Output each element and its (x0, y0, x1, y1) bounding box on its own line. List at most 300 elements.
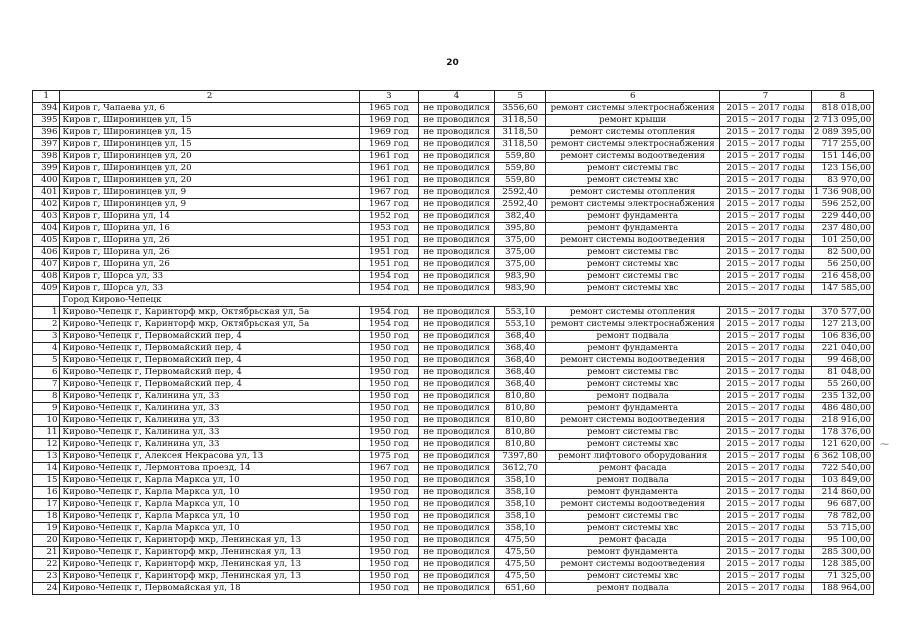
period-cell: 2015 – 2017 годы (720, 319, 812, 331)
row-number-cell: 6 (33, 367, 60, 379)
work-type-cell: ремонт системы электроснабжения (546, 139, 720, 151)
cost-cell: 78 782,00 (811, 511, 873, 523)
cost-cell: 2 089 395,00 (811, 127, 873, 139)
last-repair-cell: не проводился (418, 247, 494, 259)
last-repair-cell: не проводился (418, 163, 494, 175)
period-cell: 2015 – 2017 годы (720, 187, 812, 199)
period-cell: 2015 – 2017 годы (720, 127, 812, 139)
work-type-cell: ремонт крыши (546, 115, 720, 127)
work-type-cell: ремонт системы хвс (546, 571, 720, 583)
row-number-cell: 400 (33, 175, 60, 187)
last-repair-cell: не проводился (418, 511, 494, 523)
address-cell: Киров г, Широнинцев ул, 15 (60, 127, 359, 139)
cost-cell: 151 146,00 (811, 151, 873, 163)
last-repair-cell: не проводился (418, 427, 494, 439)
table-row (33, 415, 874, 427)
cost-cell: 818 018,00 (811, 103, 873, 115)
period-cell: 2015 – 2017 годы (720, 523, 812, 535)
period-cell: 2015 – 2017 годы (720, 559, 812, 571)
build-year-cell: 1967 год (359, 187, 418, 199)
cost-cell: 221 040,00 (811, 343, 873, 355)
table-row (33, 139, 874, 151)
period-cell: 2015 – 2017 годы (720, 307, 812, 319)
table-row (33, 487, 874, 499)
address-cell: Киров г, Шорса ул, 33 (60, 271, 359, 283)
last-repair-cell: не проводился (418, 523, 494, 535)
build-year-cell: 1951 год (359, 259, 418, 271)
row-number-cell: 14 (33, 463, 60, 475)
address-cell: Киров г, Широнинцев ул, 20 (60, 151, 359, 163)
cost-cell: 82 500,00 (811, 247, 873, 259)
work-type-cell: ремонт лифтового оборудования (546, 451, 720, 463)
area-cell: 3118,50 (495, 127, 546, 139)
area-cell: 475,50 (495, 559, 546, 571)
work-type-cell: ремонт системы хвс (546, 523, 720, 535)
period-cell: 2015 – 2017 годы (720, 199, 812, 211)
address-cell: Киров г, Широнинцев ул, 20 (60, 175, 359, 187)
cost-cell: 103 849,00 (811, 475, 873, 487)
row-number-cell: 20 (33, 535, 60, 547)
build-year-cell: 1953 год (359, 223, 418, 235)
area-cell: 559,80 (495, 175, 546, 187)
address-cell: Кирово-Чепецк г, Первомайский пер, 4 (60, 367, 359, 379)
table-row (33, 583, 874, 595)
build-year-cell: 1975 год (359, 451, 418, 463)
row-number-cell: 1 (33, 307, 60, 319)
last-repair-cell: не проводился (418, 151, 494, 163)
area-cell: 375,00 (495, 247, 546, 259)
build-year-cell: 1950 год (359, 439, 418, 451)
cost-cell: 127 213,00 (811, 319, 873, 331)
build-year-cell: 1950 год (359, 379, 418, 391)
cost-cell: 370 577,00 (811, 307, 873, 319)
work-type-cell: ремонт системы электроснабжения (546, 103, 720, 115)
build-year-cell: 1950 год (359, 487, 418, 499)
section-row (33, 295, 874, 307)
section-num-cell (33, 295, 60, 307)
kirov-rows (33, 103, 874, 295)
table-row (33, 163, 874, 175)
address-cell: Киров г, Шорина ул, 26 (60, 259, 359, 271)
address-cell: Киров г, Шорина ул, 26 (60, 247, 359, 259)
work-type-cell: ремонт системы отопления (546, 127, 720, 139)
period-cell: 2015 – 2017 годы (720, 367, 812, 379)
build-year-cell: 1950 год (359, 547, 418, 559)
period-cell: 2015 – 2017 годы (720, 283, 812, 295)
work-type-cell: ремонт подвала (546, 331, 720, 343)
row-number-cell: 409 (33, 283, 60, 295)
work-type-cell: ремонт системы гвс (546, 367, 720, 379)
area-cell: 395,80 (495, 223, 546, 235)
last-repair-cell: не проводился (418, 391, 494, 403)
area-cell: 553,10 (495, 319, 546, 331)
build-year-cell: 1951 год (359, 235, 418, 247)
last-repair-cell: не проводился (418, 223, 494, 235)
row-number-cell: 404 (33, 223, 60, 235)
address-cell: Киров г, Широнинцев ул, 9 (60, 187, 359, 199)
cost-cell: 101 250,00 (811, 235, 873, 247)
build-year-cell: 1950 год (359, 367, 418, 379)
last-repair-cell: не проводился (418, 199, 494, 211)
work-type-cell: ремонт подвала (546, 475, 720, 487)
cost-cell: 214 860,00 (811, 487, 873, 499)
cost-cell: 56 250,00 (811, 259, 873, 271)
table-row (33, 439, 874, 451)
build-year-cell: 1950 год (359, 535, 418, 547)
build-year-cell: 1961 год (359, 175, 418, 187)
table-row (33, 535, 874, 547)
last-repair-cell: не проводился (418, 139, 494, 151)
area-cell: 983,90 (495, 271, 546, 283)
period-cell: 2015 – 2017 годы (720, 247, 812, 259)
address-cell: Кирово-Чепецк г, Каринторф мкр, Ленинская ул, 13 (60, 535, 359, 547)
address-cell: Кирово-Чепецк г, Карла Маркса ул, 10 (60, 523, 359, 535)
work-type-cell: ремонт системы электроснабжения (546, 319, 720, 331)
row-number-cell: 402 (33, 199, 60, 211)
address-cell: Кирово-Чепецк г, Первомайский пер, 4 (60, 379, 359, 391)
last-repair-cell: не проводился (418, 403, 494, 415)
period-cell: 2015 – 2017 годы (720, 259, 812, 271)
last-repair-cell: не проводился (418, 547, 494, 559)
cost-cell: 178 376,00 (811, 427, 873, 439)
build-year-cell: 1950 год (359, 403, 418, 415)
area-cell: 3612,70 (495, 463, 546, 475)
work-type-cell: ремонт системы водоотведения (546, 415, 720, 427)
cost-cell: 486 480,00 (811, 403, 873, 415)
cost-cell: 237 480,00 (811, 223, 873, 235)
address-cell: Киров г, Шорина ул, 26 (60, 235, 359, 247)
row-number-cell: 398 (33, 151, 60, 163)
table-row (33, 511, 874, 523)
work-type-cell: ремонт системы хвс (546, 175, 720, 187)
row-number-cell: 397 (33, 139, 60, 151)
period-cell: 2015 – 2017 годы (720, 475, 812, 487)
address-cell: Кирово-Чепецк г, Карла Маркса ул, 10 (60, 475, 359, 487)
cost-cell: 218 916,00 (811, 415, 873, 427)
area-cell: 810,80 (495, 391, 546, 403)
cost-cell: 2 713 095,00 (811, 115, 873, 127)
build-year-cell: 1950 год (359, 391, 418, 403)
build-year-cell: 1950 год (359, 523, 418, 535)
header-col-3: 3 (359, 91, 418, 103)
build-year-cell: 1950 год (359, 571, 418, 583)
work-type-cell: ремонт системы водоотведения (546, 559, 720, 571)
kirovo-chepetsk-rows (33, 307, 874, 595)
area-cell: 368,40 (495, 331, 546, 343)
row-number-cell: 8 (33, 391, 60, 403)
period-cell: 2015 – 2017 годы (720, 403, 812, 415)
build-year-cell: 1954 год (359, 307, 418, 319)
work-type-cell: ремонт системы хвс (546, 439, 720, 451)
row-number-cell: 12 (33, 439, 60, 451)
table-row (33, 271, 874, 283)
address-cell: Кирово-Чепецк г, Калинина ул, 33 (60, 439, 359, 451)
build-year-cell: 1967 год (359, 199, 418, 211)
cost-cell: 121 620,00 (811, 439, 873, 451)
row-number-cell: 399 (33, 163, 60, 175)
table-row (33, 427, 874, 439)
build-year-cell: 1967 год (359, 463, 418, 475)
work-type-cell: ремонт системы водоотведения (546, 235, 720, 247)
table-row (33, 547, 874, 559)
build-year-cell: 1950 год (359, 415, 418, 427)
cost-cell: 99 468,00 (811, 355, 873, 367)
area-cell: 810,80 (495, 439, 546, 451)
last-repair-cell: не проводился (418, 475, 494, 487)
area-cell: 368,40 (495, 367, 546, 379)
address-cell: Кирово-Чепецк г, Первомайский пер, 4 (60, 343, 359, 355)
work-type-cell: ремонт системы гвс (546, 271, 720, 283)
last-repair-cell: не проводился (418, 271, 494, 283)
row-number-cell: 9 (33, 403, 60, 415)
table-row (33, 211, 874, 223)
area-cell: 2592,40 (495, 187, 546, 199)
header-row (33, 91, 874, 103)
period-cell: 2015 – 2017 годы (720, 115, 812, 127)
last-repair-cell: не проводился (418, 355, 494, 367)
period-cell: 2015 – 2017 годы (720, 103, 812, 115)
work-type-cell: ремонт подвала (546, 391, 720, 403)
row-number-cell: 7 (33, 379, 60, 391)
area-cell: 810,80 (495, 415, 546, 427)
row-number-cell: 15 (33, 475, 60, 487)
row-number-cell: 23 (33, 571, 60, 583)
last-repair-cell: не проводился (418, 571, 494, 583)
address-cell: Киров г, Шорина ул, 16 (60, 223, 359, 235)
work-type-cell: ремонт системы водоотведения (546, 499, 720, 511)
address-cell: Киров г, Широнинцев ул, 15 (60, 115, 359, 127)
work-type-cell: ремонт системы водоотведения (546, 355, 720, 367)
row-number-cell: 16 (33, 487, 60, 499)
address-cell: Кирово-Чепецк г, Лермонтова проезд, 14 (60, 463, 359, 475)
cost-cell: 229 440,00 (811, 211, 873, 223)
area-cell: 358,10 (495, 499, 546, 511)
table-row (33, 127, 874, 139)
build-year-cell: 1950 год (359, 511, 418, 523)
build-year-cell: 1950 год (359, 475, 418, 487)
period-cell: 2015 – 2017 годы (720, 175, 812, 187)
table-row (33, 355, 874, 367)
build-year-cell: 1950 год (359, 427, 418, 439)
work-type-cell: ремонт системы водоотведения (546, 151, 720, 163)
build-year-cell: 1961 год (359, 151, 418, 163)
build-year-cell: 1950 год (359, 343, 418, 355)
row-number-cell: 24 (33, 583, 60, 595)
table-row (33, 499, 874, 511)
cost-cell: 53 715,00 (811, 523, 873, 535)
work-type-cell: ремонт системы гвс (546, 511, 720, 523)
row-number-cell: 406 (33, 247, 60, 259)
cost-cell: 128 385,00 (811, 559, 873, 571)
period-cell: 2015 – 2017 годы (720, 391, 812, 403)
table-row (33, 331, 874, 343)
address-cell: Кирово-Чепецк г, Первомайский пер, 4 (60, 331, 359, 343)
row-number-cell: 21 (33, 547, 60, 559)
cost-cell: 285 300,00 (811, 547, 873, 559)
period-cell: 2015 – 2017 годы (720, 439, 812, 451)
area-cell: 3556,60 (495, 103, 546, 115)
cost-cell: 83 970,00 (811, 175, 873, 187)
table-row (33, 379, 874, 391)
area-cell: 368,40 (495, 355, 546, 367)
address-cell: Кирово-Чепецк г, Первомайский пер, 4 (60, 355, 359, 367)
period-cell: 2015 – 2017 годы (720, 415, 812, 427)
last-repair-cell: не проводился (418, 499, 494, 511)
address-cell: Кирово-Чепецк г, Каринторф мкр, Ленинская ул, 13 (60, 547, 359, 559)
build-year-cell: 1950 год (359, 583, 418, 595)
work-type-cell: ремонт системы отопления (546, 307, 720, 319)
build-year-cell: 1969 год (359, 115, 418, 127)
row-number-cell: 10 (33, 415, 60, 427)
table-row (33, 475, 874, 487)
address-cell: Кирово-Чепецк г, Карла Маркса ул, 10 (60, 511, 359, 523)
work-type-cell: ремонт системы хвс (546, 259, 720, 271)
work-type-cell: ремонт системы электроснабжения (546, 199, 720, 211)
period-cell: 2015 – 2017 годы (720, 331, 812, 343)
last-repair-cell: не проводился (418, 235, 494, 247)
area-cell: 358,10 (495, 487, 546, 499)
cost-cell: 722 540,00 (811, 463, 873, 475)
cost-cell: 55 260,00 (811, 379, 873, 391)
work-type-cell: ремонт фундамента (546, 403, 720, 415)
row-number-cell: 394 (33, 103, 60, 115)
area-cell: 358,10 (495, 511, 546, 523)
row-number-cell: 4 (33, 343, 60, 355)
build-year-cell: 1969 год (359, 139, 418, 151)
cost-cell: 96 687,00 (811, 499, 873, 511)
cost-cell: 717 255,00 (811, 139, 873, 151)
build-year-cell: 1961 год (359, 163, 418, 175)
last-repair-cell: не проводился (418, 127, 494, 139)
area-cell: 368,40 (495, 379, 546, 391)
table-row (33, 571, 874, 583)
last-repair-cell: не проводился (418, 115, 494, 127)
row-number-cell: 396 (33, 127, 60, 139)
cost-cell: 188 964,00 (811, 583, 873, 595)
last-repair-cell: не проводился (418, 187, 494, 199)
period-cell: 2015 – 2017 годы (720, 139, 812, 151)
work-type-cell: ремонт фундамента (546, 223, 720, 235)
area-cell: 375,00 (495, 259, 546, 271)
address-cell: Кирово-Чепецк г, Карла Маркса ул, 10 (60, 487, 359, 499)
work-type-cell: ремонт фасада (546, 535, 720, 547)
work-type-cell: ремонт фундамента (546, 211, 720, 223)
period-cell: 2015 – 2017 годы (720, 463, 812, 475)
row-number-cell: 22 (33, 559, 60, 571)
build-year-cell: 1950 год (359, 559, 418, 571)
address-cell: Киров г, Широнинцев ул, 15 (60, 139, 359, 151)
row-number-cell: 407 (33, 259, 60, 271)
work-type-cell: ремонт системы отопления (546, 187, 720, 199)
area-cell: 559,80 (495, 151, 546, 163)
cost-cell: 71 325,00 (811, 571, 873, 583)
area-cell: 553,10 (495, 307, 546, 319)
area-cell: 810,80 (495, 427, 546, 439)
table-row (33, 367, 874, 379)
last-repair-cell: не проводился (418, 259, 494, 271)
period-cell: 2015 – 2017 годы (720, 271, 812, 283)
period-cell: 2015 – 2017 годы (720, 547, 812, 559)
row-number-cell: 408 (33, 271, 60, 283)
work-type-cell: ремонт фасада (546, 463, 720, 475)
last-repair-cell: не проводился (418, 559, 494, 571)
row-number-cell: 13 (33, 451, 60, 463)
header-col-6: 6 (546, 91, 720, 103)
row-number-cell: 19 (33, 523, 60, 535)
area-cell: 382,40 (495, 211, 546, 223)
area-cell: 983,90 (495, 283, 546, 295)
address-cell: Киров г, Чапаева ул, 6 (60, 103, 359, 115)
table-row (33, 451, 874, 463)
row-number-cell: 18 (33, 511, 60, 523)
last-repair-cell: не проводился (418, 535, 494, 547)
last-repair-cell: не проводился (418, 451, 494, 463)
last-repair-cell: не проводился (418, 439, 494, 451)
row-number-cell: 17 (33, 499, 60, 511)
area-cell: 7397,80 (495, 451, 546, 463)
address-cell: Кирово-Чепецк г, Первомайская ул, 18 (60, 583, 359, 595)
period-cell: 2015 – 2017 годы (720, 583, 812, 595)
period-cell: 2015 – 2017 годы (720, 235, 812, 247)
build-year-cell: 1951 год (359, 247, 418, 259)
address-cell: Киров г, Шорина ул, 14 (60, 211, 359, 223)
last-repair-cell: не проводился (418, 307, 494, 319)
row-number-cell: 395 (33, 115, 60, 127)
period-cell: 2015 – 2017 годы (720, 163, 812, 175)
period-cell: 2015 – 2017 годы (720, 451, 812, 463)
work-type-cell: ремонт фундамента (546, 487, 720, 499)
last-repair-cell: не проводился (418, 583, 494, 595)
table-row (33, 391, 874, 403)
cost-cell: 596 252,00 (811, 199, 873, 211)
work-type-cell: ремонт системы гвс (546, 163, 720, 175)
work-type-cell: ремонт системы хвс (546, 283, 720, 295)
address-cell: Кирово-Чепецк г, Калинина ул, 33 (60, 391, 359, 403)
work-type-cell: ремонт системы гвс (546, 247, 720, 259)
table-row (33, 283, 874, 295)
header-col-1: 1 (33, 91, 60, 103)
last-repair-cell: не проводился (418, 463, 494, 475)
area-cell: 3118,50 (495, 139, 546, 151)
address-cell: Кирово-Чепецк г, Калинина ул, 33 (60, 403, 359, 415)
build-year-cell: 1954 год (359, 283, 418, 295)
cost-cell: 95 100,00 (811, 535, 873, 547)
last-repair-cell: не проводился (418, 103, 494, 115)
area-cell: 2592,40 (495, 199, 546, 211)
table-row (33, 307, 874, 319)
area-cell: 368,40 (495, 343, 546, 355)
build-year-cell: 1952 год (359, 211, 418, 223)
cost-cell: 147 585,00 (811, 283, 873, 295)
last-repair-cell: не проводился (418, 415, 494, 427)
last-repair-cell: не проводился (418, 331, 494, 343)
area-cell: 358,10 (495, 475, 546, 487)
header-col-2: 2 (60, 91, 359, 103)
table-row (33, 247, 874, 259)
cost-cell: 106 836,00 (811, 331, 873, 343)
build-year-cell: 1950 год (359, 355, 418, 367)
header-col-5: 5 (495, 91, 546, 103)
row-number-cell: 2 (33, 319, 60, 331)
row-number-cell: 3 (33, 331, 60, 343)
period-cell: 2015 – 2017 годы (720, 571, 812, 583)
work-type-cell: ремонт фундамента (546, 547, 720, 559)
scan-mark: ⁓ (880, 440, 889, 450)
address-cell: Кирово-Чепецк г, Каринторф мкр, Октябрьская ул, 5а (60, 307, 359, 319)
period-cell: 2015 – 2017 годы (720, 223, 812, 235)
address-cell: Киров г, Широнинцев ул, 20 (60, 163, 359, 175)
address-cell: Кирово-Чепецк г, Калинина ул, 33 (60, 415, 359, 427)
